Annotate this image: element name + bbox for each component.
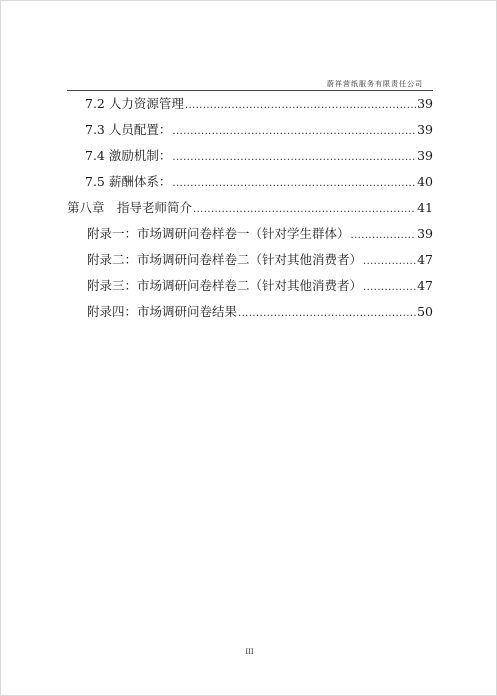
toc-leader-dots	[185, 97, 416, 115]
toc-entry[interactable]	[87, 303, 433, 321]
toc-entry-page: 47	[417, 252, 433, 267]
toc-entry-page: 41	[417, 200, 433, 215]
header-company-name: 蔚祥营纸服务有限责任公司	[327, 80, 423, 88]
toc-entry-page: 50	[417, 304, 433, 319]
toc-entry[interactable]	[67, 199, 433, 217]
toc-leader-dots	[363, 253, 416, 271]
toc-entry[interactable]	[87, 225, 433, 243]
toc-entry-title: 7.3 人员配置：	[85, 122, 172, 137]
toc-leader-dots	[172, 175, 416, 193]
toc-entry[interactable]	[85, 173, 433, 191]
footer-page-number: III	[245, 648, 254, 656]
toc-entry-page: 40	[417, 174, 433, 189]
toc-entry-page: 39	[417, 96, 433, 111]
toc-leader-dots	[351, 227, 417, 245]
toc-entry[interactable]	[85, 147, 433, 165]
toc-entry-page: 47	[417, 278, 433, 293]
toc-entry-title: 附录三：市场调研问卷样卷二（针对其他消费者）	[87, 278, 363, 293]
toc-leader-dots	[172, 149, 416, 167]
toc-leader-dots	[193, 201, 416, 219]
toc-entry-title: 第八章 指导老师简介	[67, 200, 193, 215]
toc-entry-page: 39	[417, 122, 433, 137]
toc-leader-dots	[238, 305, 416, 323]
toc-entry-title: 附录二：市场调研问卷样卷二（针对其他消费者）	[87, 252, 363, 267]
toc-leader-dots	[172, 123, 416, 141]
toc-entry[interactable]	[87, 251, 433, 269]
toc-entry-title: 7.4 激励机制：	[85, 148, 172, 163]
toc-entry-title: 附录四：市场调研问卷结果	[87, 304, 238, 319]
toc-entry[interactable]	[85, 95, 433, 113]
toc-entry-title: 7.2 人力资源管理	[85, 96, 184, 111]
toc-entry-page: 39	[417, 226, 433, 241]
toc-entry-title: 附录一：市场调研问卷样卷一（针对学生群体）	[87, 226, 350, 241]
header-rule	[67, 90, 433, 91]
toc-entry-page: 39	[417, 148, 433, 163]
toc-leader-dots	[363, 279, 416, 297]
toc-entry[interactable]	[85, 121, 433, 139]
toc-entry[interactable]	[87, 277, 433, 295]
toc-entry-title: 7.5 薪酬体系：	[85, 174, 172, 189]
